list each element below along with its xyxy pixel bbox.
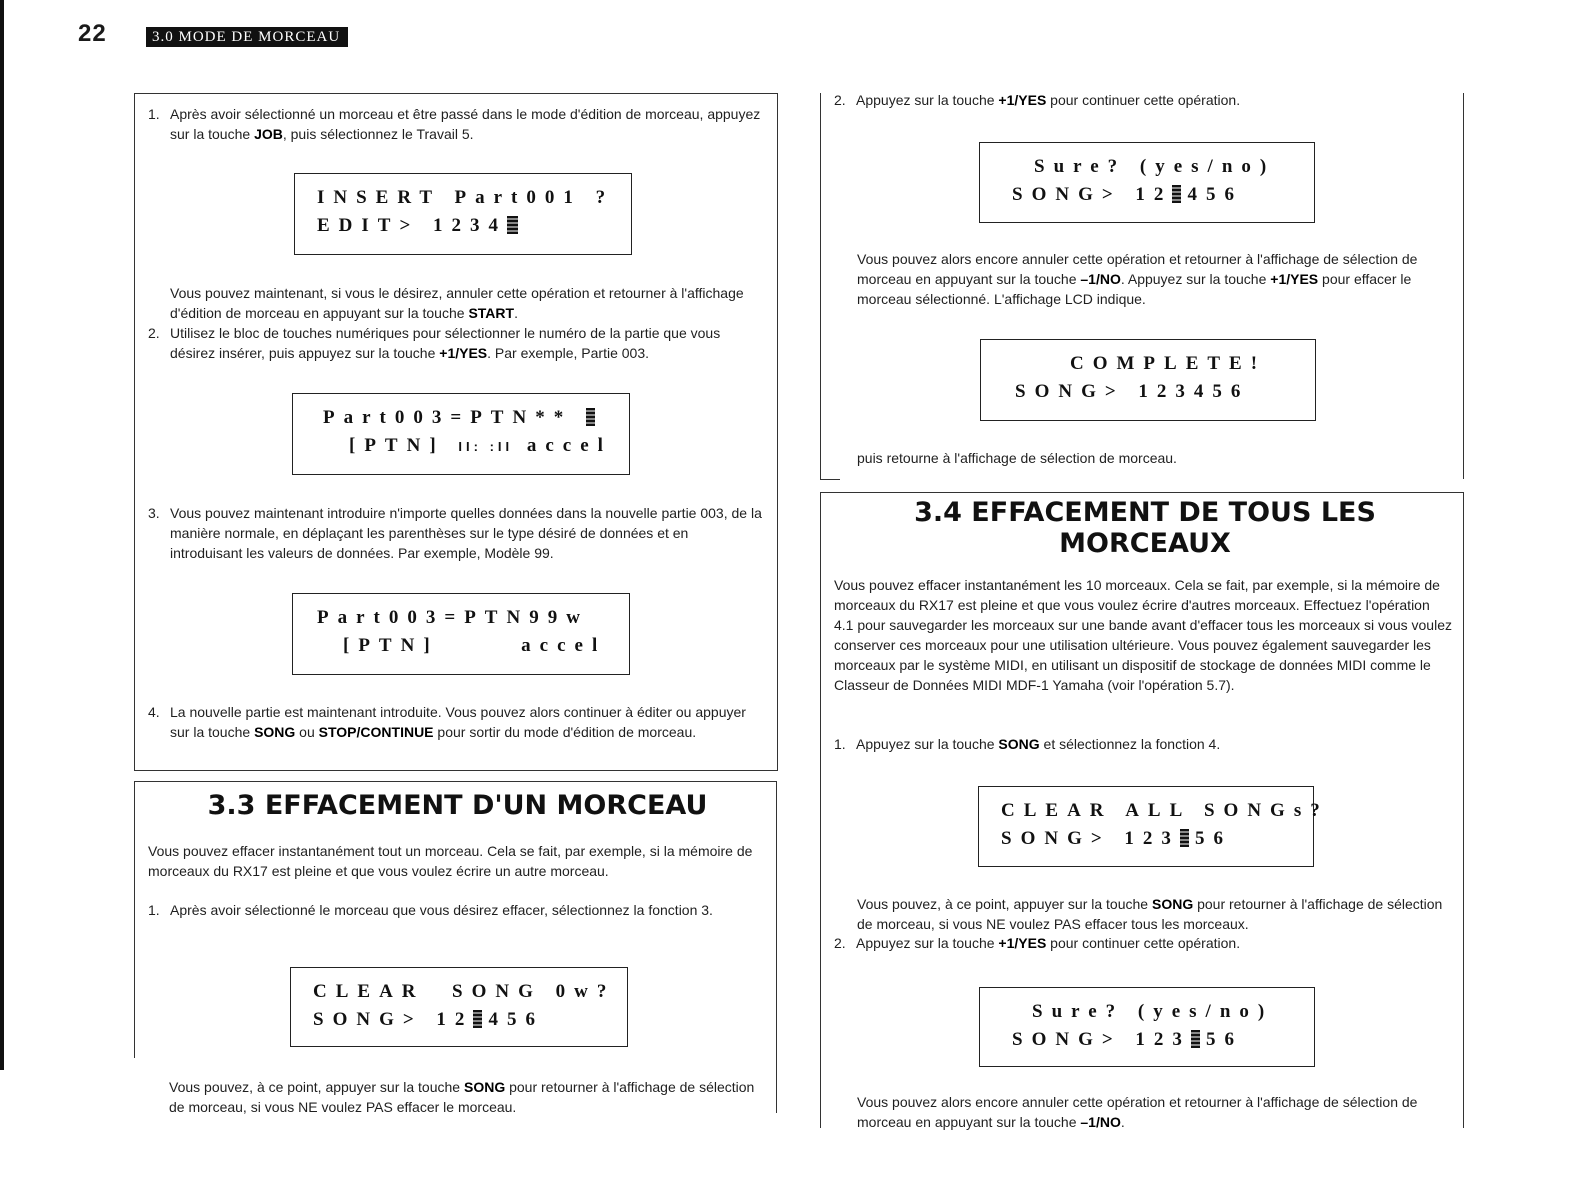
step-number: 4. xyxy=(148,704,160,720)
lcd-row-2: [PTN] accel xyxy=(343,635,607,656)
left-para-1: Vous pouvez maintenant, si vous le désirez, annuler cette opération et retourner à l'affichage d'édition de morceau en appuyant sur la touche START. xyxy=(170,285,744,321)
section-34-left-rule xyxy=(820,492,821,1128)
section-34-title-line-1: 3.4 EFFACEMENT DE TOUS LES xyxy=(914,497,1376,528)
step-text: Utilisez le bloc de touches numériques pour sélectionner le numéro de la partie que vous désirez insérer, puis appuyez sur la touche +1/YES. Par exemple, Partie 003. xyxy=(170,325,721,361)
right-para-2: puis retourne à l'affichage de sélection de morceau. xyxy=(857,450,1177,466)
step-number: 2. xyxy=(834,92,846,108)
lcd-part003-ptn xyxy=(292,393,630,475)
lcd-row-2: SONG> 12 456 xyxy=(313,1009,544,1030)
right-upper-bottom-rule xyxy=(820,479,840,480)
step-number: 3. xyxy=(148,505,160,521)
lcd-part003-ptn99 xyxy=(292,593,630,675)
section-33-left-rule xyxy=(134,781,135,1058)
lcd-row-1: CLEAR SONG 0w? xyxy=(313,981,616,1002)
section-34-top-rule xyxy=(820,492,1464,493)
step-text: Après avoir sélectionné le morceau que vous désirez effacer, sélectionnez la fonction 3. xyxy=(170,902,713,918)
right-upper-right-rule xyxy=(1463,93,1464,479)
chapter-tab: 3.0 MODE DE MORCEAU xyxy=(146,27,348,47)
step-text: Vous pouvez maintenant introduire n'importe quelles données dans la nouvelle partie 003, de la manière normale, en déplaçant les parenthèses sur le type désiré de données et en introduisant les valeurs de données. Par exemple, Modèle 99. xyxy=(170,505,762,561)
lcd-sure-yes-no xyxy=(979,142,1315,223)
section-33-top-rule xyxy=(134,781,777,782)
section-34-title-line-2: MORCEAUX xyxy=(1059,528,1231,559)
lcd-cursor xyxy=(1191,1030,1200,1048)
section-33-title: 3.3 EFFACEMENT D'UN MORCEAU xyxy=(207,790,708,821)
repeat-marks: II: :II xyxy=(458,439,514,454)
lcd-row-2: SONG> 123 56 xyxy=(1012,1029,1243,1050)
lcd-complete xyxy=(980,339,1316,421)
lcd-row-2: SONG> 123 56 xyxy=(1001,828,1232,849)
step-number: 1. xyxy=(148,106,160,122)
lcd-sure-yes-no-all xyxy=(979,987,1315,1067)
lcd-cursor xyxy=(1172,185,1181,203)
section-33-right-rule xyxy=(776,781,777,1113)
step-number: 2. xyxy=(148,325,160,341)
lcd-row-1: Sure? (yes/no) xyxy=(1034,156,1276,177)
lcd-row-1: Sure? (yes/no) xyxy=(1032,1001,1274,1022)
lcd-cursor xyxy=(586,408,595,426)
lcd-clear-song xyxy=(290,967,628,1047)
lcd-row-1: Part003=PTN** xyxy=(323,404,629,432)
lcd-row-2: EDIT> 1234 xyxy=(317,212,631,240)
section-34-right-rule xyxy=(1463,492,1464,1128)
lcd-clear-all-songs xyxy=(978,786,1329,867)
right-upper-left-rule xyxy=(820,93,821,479)
lcd-row-1: INSERT Part001 ? xyxy=(317,187,615,208)
lcd-row-1: COMPLETE! xyxy=(1070,353,1267,374)
lcd-cursor xyxy=(507,216,518,234)
step-text: Après avoir sélectionné un morceau et être passé dans le mode d'édition de morceau, appuyez sur la touche JOB, puis sélectionnez le Travail 5. xyxy=(170,106,761,142)
step-number: 1. xyxy=(834,736,846,752)
lcd-row-2: SONG> 12 456 xyxy=(1012,184,1243,205)
lcd-row-2: SONG> 123456 xyxy=(1015,381,1250,402)
section-34-title xyxy=(835,497,1455,559)
step-text: Appuyez sur la touche +1/YES pour continuer cette opération. xyxy=(856,92,1241,108)
step-text: La nouvelle partie est maintenant introduite. Vous pouvez alors continuer à éditer ou appuyer sur la touche SONG ou STOP/CONTINUE pour sortir du mode d'édition de morceau. xyxy=(170,704,746,740)
section-33-intro: Vous pouvez effacer instantanément tout un morceau. Cela se fait, par exemple, si la mémoire de morceaux du RX17 est pleine et que vous voulez écrire un autre morceau. xyxy=(148,843,753,879)
section-33-para: Vous pouvez, à ce point, appuyer sur la touche SONG pour retourner à l'affichage de sélection de morceau, si vous NE voulez PAS effacer le morceau. xyxy=(169,1079,755,1115)
lcd-insert-part xyxy=(294,173,632,255)
section-34-para-1: Vous pouvez, à ce point, appuyer sur la touche SONG pour retourner à l'affichage de sélection de morceau, si vous NE voulez PAS effacer tous les morceaux. xyxy=(857,896,1443,932)
step-text: Appuyez sur la touche SONG et sélectionnez la fonction 4. xyxy=(856,736,1221,752)
step-text: Appuyez sur la touche +1/YES pour continuer cette opération. xyxy=(856,935,1241,951)
step-number: 2. xyxy=(834,935,846,951)
lcd-row-2: [PTN] II: :II accel xyxy=(349,435,612,456)
lcd-cursor xyxy=(473,1010,482,1028)
binding-edge xyxy=(0,0,4,1070)
lcd-cursor xyxy=(1180,829,1189,847)
page-number: 22 xyxy=(78,20,107,47)
lcd-row-1: CLEAR ALL SONGs? xyxy=(1001,800,1329,821)
section-34-para-2: Vous pouvez alors encore annuler cette opération et retourner à l'affichage de sélection de morceau en appuyant sur la touche –1/NO. xyxy=(857,1094,1418,1130)
right-para-1: Vous pouvez alors encore annuler cette opération et retourner à l'affichage de sélection de morceau en appuyant sur la touche –1/NO. Appuyez sur la touche +1/YES pour effacer le morceau sélectionné. L'affichage LCD indique. xyxy=(857,251,1418,307)
step-number: 1. xyxy=(148,902,160,918)
lcd-row-1: Part003=PTN99w xyxy=(317,607,589,628)
section-34-intro: Vous pouvez effacer instantanément les 10 morceaux. Cela se fait, par exemple, si la mémoire de morceaux du RX17 est pleine et que vous voulez écrire d'autres morceaux. Effectuez l'opération 4.1 pour sauvegarder les morceaux sur une bande avant d'effacer tous les morceaux si vous voulez conserver ces morceaux pour une utilisation ultérieure. Vous pouvez également sauvegarder les morceaux par le système MIDI, en utilisant un dispositif de stockage de données MIDI comme le Classeur de Données MIDI MDF-1 Yamaha (voir l'opération 5.7). xyxy=(834,577,1452,693)
